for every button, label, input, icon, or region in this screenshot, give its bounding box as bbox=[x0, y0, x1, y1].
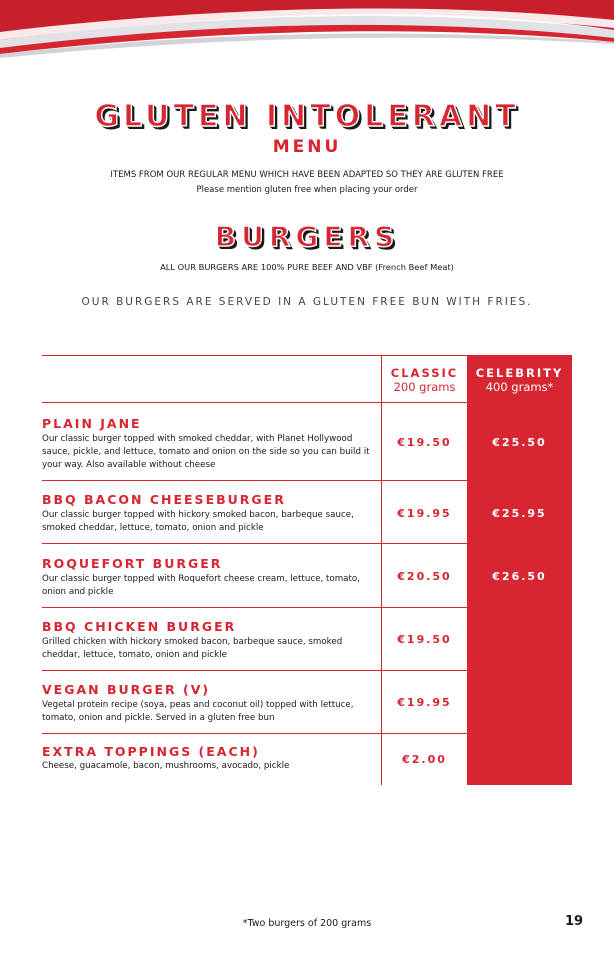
classic-price: €19.95 bbox=[397, 696, 452, 709]
order-note: Please mention gluten free when placing your order bbox=[196, 185, 418, 195]
celebrity-column-header: CELEBRITY bbox=[475, 366, 564, 380]
menu-item-description: Grilled chicken with hickory smoked bacon, barbeque sauce, smoked cheddar, lettuce, tomato, onion and pickle bbox=[42, 637, 343, 660]
menu-item-description: Our classic burger topped with Roquefort cheese cream, lettuce, tomato, onion and pickle bbox=[42, 574, 360, 597]
menu-item-name: BBQ CHICKEN BURGER bbox=[42, 619, 237, 634]
celebrity-price: €25.95 bbox=[492, 507, 547, 520]
menu-item-description: Vegetal protein recipe (soya, peas and coconut oil) topped with lettuce, tomato, onion and pickle. Served in a gluten free bun bbox=[42, 700, 354, 723]
table-divider bbox=[42, 480, 467, 481]
classic-price: €20.50 bbox=[397, 570, 452, 583]
intro-text: ITEMS FROM OUR REGULAR MENU WHICH HAVE BEEN ADAPTED SO THEY ARE GLUTEN FREE bbox=[110, 170, 504, 180]
page-title: GLUTEN INTOLERANT bbox=[94, 99, 520, 134]
classic-price: €19.50 bbox=[397, 633, 452, 646]
table-divider bbox=[42, 402, 467, 403]
section-title: BURGERS bbox=[214, 220, 400, 253]
classic-column-header: CLASSIC bbox=[390, 366, 459, 380]
table-divider bbox=[42, 670, 467, 671]
beef-note: ALL OUR BURGERS ARE 100% PURE BEEF AND VBF (French Beef Meat) bbox=[160, 262, 454, 272]
menu-item-name: VEGAN BURGER (V) bbox=[42, 682, 211, 697]
table-divider bbox=[42, 733, 467, 734]
menu-item-name: EXTRA TOPPINGS (EACH) bbox=[42, 744, 260, 759]
celebrity-column-weight: 400 grams* bbox=[485, 380, 554, 394]
menu-item-description: Cheese, guacamole, bacon, mushrooms, avocado, pickle bbox=[42, 761, 290, 771]
classic-price: €19.95 bbox=[397, 507, 452, 520]
table-divider bbox=[42, 607, 467, 608]
page-subtitle: MENU bbox=[272, 137, 342, 157]
footnote: *Two burgers of 200 grams bbox=[242, 918, 372, 929]
header-swoosh-graphic bbox=[0, 0, 614, 70]
celebrity-price: €26.50 bbox=[492, 570, 547, 583]
classic-price: €2.00 bbox=[402, 753, 447, 766]
menu-item-description: Our classic burger topped with smoked cheddar, with Planet Hollywood sauce, pickle, and lettuce, tomato and onion on the side so you can build it your way. Also available without cheese bbox=[42, 434, 370, 470]
table-divider bbox=[42, 543, 467, 544]
table-divider bbox=[42, 355, 467, 356]
menu-item-description: Our classic burger topped with hickory smoked bacon, barbeque sauce, smoked cheddar, lettuce, tomato, onion and pickle bbox=[42, 510, 354, 533]
menu-item-name: ROQUEFORT BURGER bbox=[42, 556, 223, 571]
classic-column-weight: 200 grams bbox=[393, 380, 456, 394]
menu-item-name: PLAIN JANE bbox=[42, 416, 142, 431]
celebrity-price: €25.50 bbox=[492, 436, 547, 449]
classic-price: €19.50 bbox=[397, 436, 452, 449]
served-note: OUR BURGERS ARE SERVED IN A GLUTEN FREE BUN WITH FRIES. bbox=[81, 296, 533, 308]
menu-item-name: BBQ BACON CHEESEBURGER bbox=[42, 492, 286, 507]
page-number: 19 bbox=[565, 914, 584, 929]
